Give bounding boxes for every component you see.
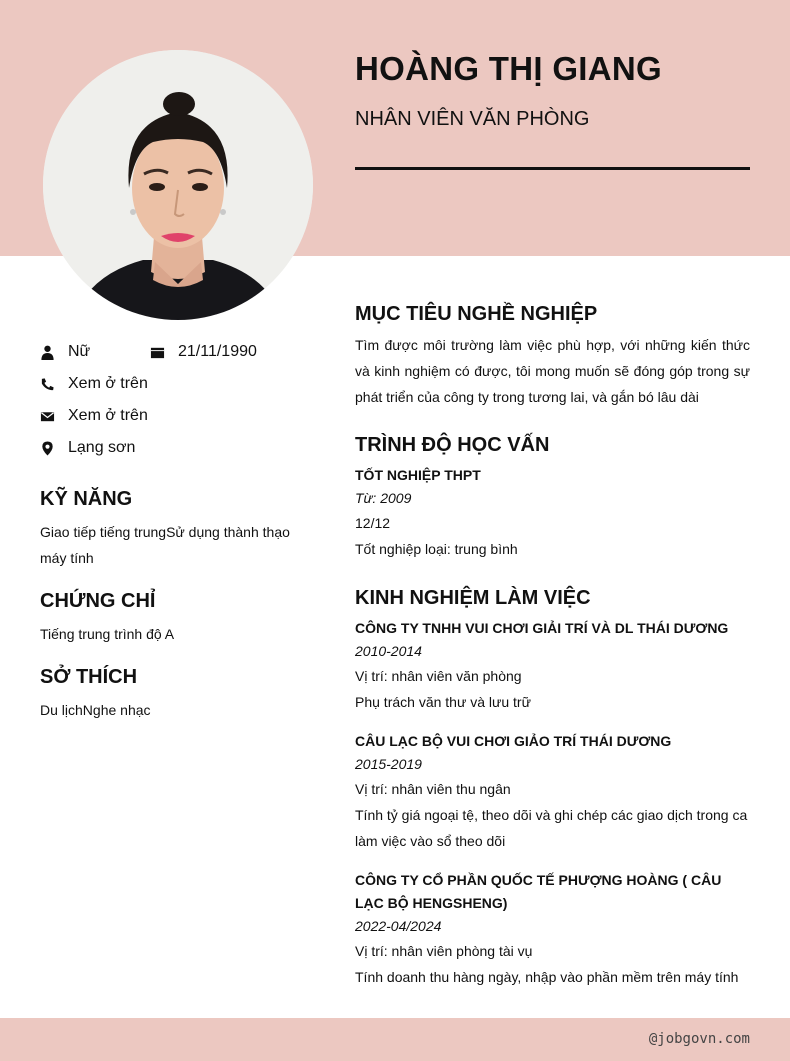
- experience-entry: [355, 869, 750, 990]
- contact-birthday: [150, 343, 257, 361]
- experience-entry: [355, 617, 750, 715]
- experience-description: Phụ trách văn thư và lưu trữ: [355, 694, 531, 710]
- experience-description: Tính tỷ giá ngoại tệ, theo dõi và ghi chép các giao dịch trong ca làm việc vào sổ theo dõi: [355, 807, 748, 849]
- profile-photo: [43, 50, 313, 320]
- experience-company: CÂU LẠC BỘ VUI CHƠI GIẢO TRÍ THÁI DƯƠNG: [355, 733, 672, 749]
- job-title: NHÂN VIÊN VĂN PHÒNG: [355, 108, 590, 130]
- candidate-name: HOÀNG THỊ GIANG: [355, 50, 662, 87]
- birthday-value: 21/11/1990: [178, 343, 257, 360]
- contact-address: [40, 439, 135, 457]
- contact-email[interactable]: [40, 407, 148, 425]
- email-icon: [40, 409, 55, 424]
- calendar-icon: [150, 345, 165, 360]
- experience-description: Tính doanh thu hàng ngày, nhập vào phần mềm trên máy tính: [355, 969, 739, 985]
- experience-company: CÔNG TY TNHH VUI CHƠI GIẢI TRÍ VÀ DL THÁI DƯƠNG: [355, 620, 729, 636]
- education-degree: TỐT NGHIỆP THPT: [355, 467, 481, 483]
- education-note: Tốt nghiệp loại: trung bình: [355, 541, 518, 557]
- experience-position: Vị trí: nhân viên phòng tài vụ: [355, 943, 533, 959]
- experience-position: Vị trí: nhân viên thu ngân: [355, 781, 511, 797]
- certificates-text: Tiếng trung trình độ A: [40, 626, 175, 642]
- experience-entry: [355, 730, 750, 854]
- address-value: Lạng sơn: [68, 439, 136, 456]
- objective-title: MỤC TIÊU NGHỀ NGHIỆP: [355, 303, 598, 325]
- header-divider: [355, 167, 750, 170]
- experience-title: KINH NGHIỆM LÀM VIỆC: [355, 587, 591, 609]
- contact-gender: [40, 343, 90, 361]
- objective-text: Tìm được môi trường làm việc phù hợp, với những kiến thức và kinh nghiệm có được, tôi mong muốn sẽ đóng góp trong sự phát triển của công ty trong tương lai, và gắn bó lâu dài: [355, 337, 750, 405]
- email-value: Xem ở trên: [68, 407, 148, 424]
- location-pin-icon: [40, 441, 55, 456]
- person-icon: [40, 345, 55, 360]
- education-entry: [355, 464, 750, 562]
- certificates-title: CHỨNG CHỈ: [40, 590, 156, 612]
- experience-position: Vị trí: nhân viên văn phòng: [355, 668, 522, 684]
- education-period: Từ: 2009: [355, 490, 412, 506]
- experience-company: CÔNG TY CỔ PHẦN QUỐC TẾ PHƯỢNG HOÀNG ( CÂU LẠC BỘ HENGSHENG): [355, 872, 722, 911]
- education-grade: 12/12: [355, 515, 391, 531]
- experience-period: 2010-2014: [355, 643, 422, 659]
- education-title: TRÌNH ĐỘ HỌC VẤN: [355, 434, 550, 456]
- contact-phone[interactable]: [40, 375, 148, 393]
- experience-period: 2022-04/2024: [355, 918, 442, 934]
- gender-value: Nữ: [68, 343, 91, 360]
- phone-value: Xem ở trên: [68, 375, 148, 392]
- footer-watermark: @jobgovn.com: [648, 1031, 750, 1047]
- experience-period: 2015-2019: [355, 756, 422, 772]
- phone-icon: [40, 377, 55, 392]
- hobbies-text: Du lịchNghe nhạc: [40, 702, 151, 718]
- skills-title: KỸ NĂNG: [40, 488, 133, 510]
- hobbies-title: SỞ THÍCH: [40, 666, 138, 688]
- skills-text: Giao tiếp tiếng trungSử dụng thành thạo máy tính: [40, 524, 290, 566]
